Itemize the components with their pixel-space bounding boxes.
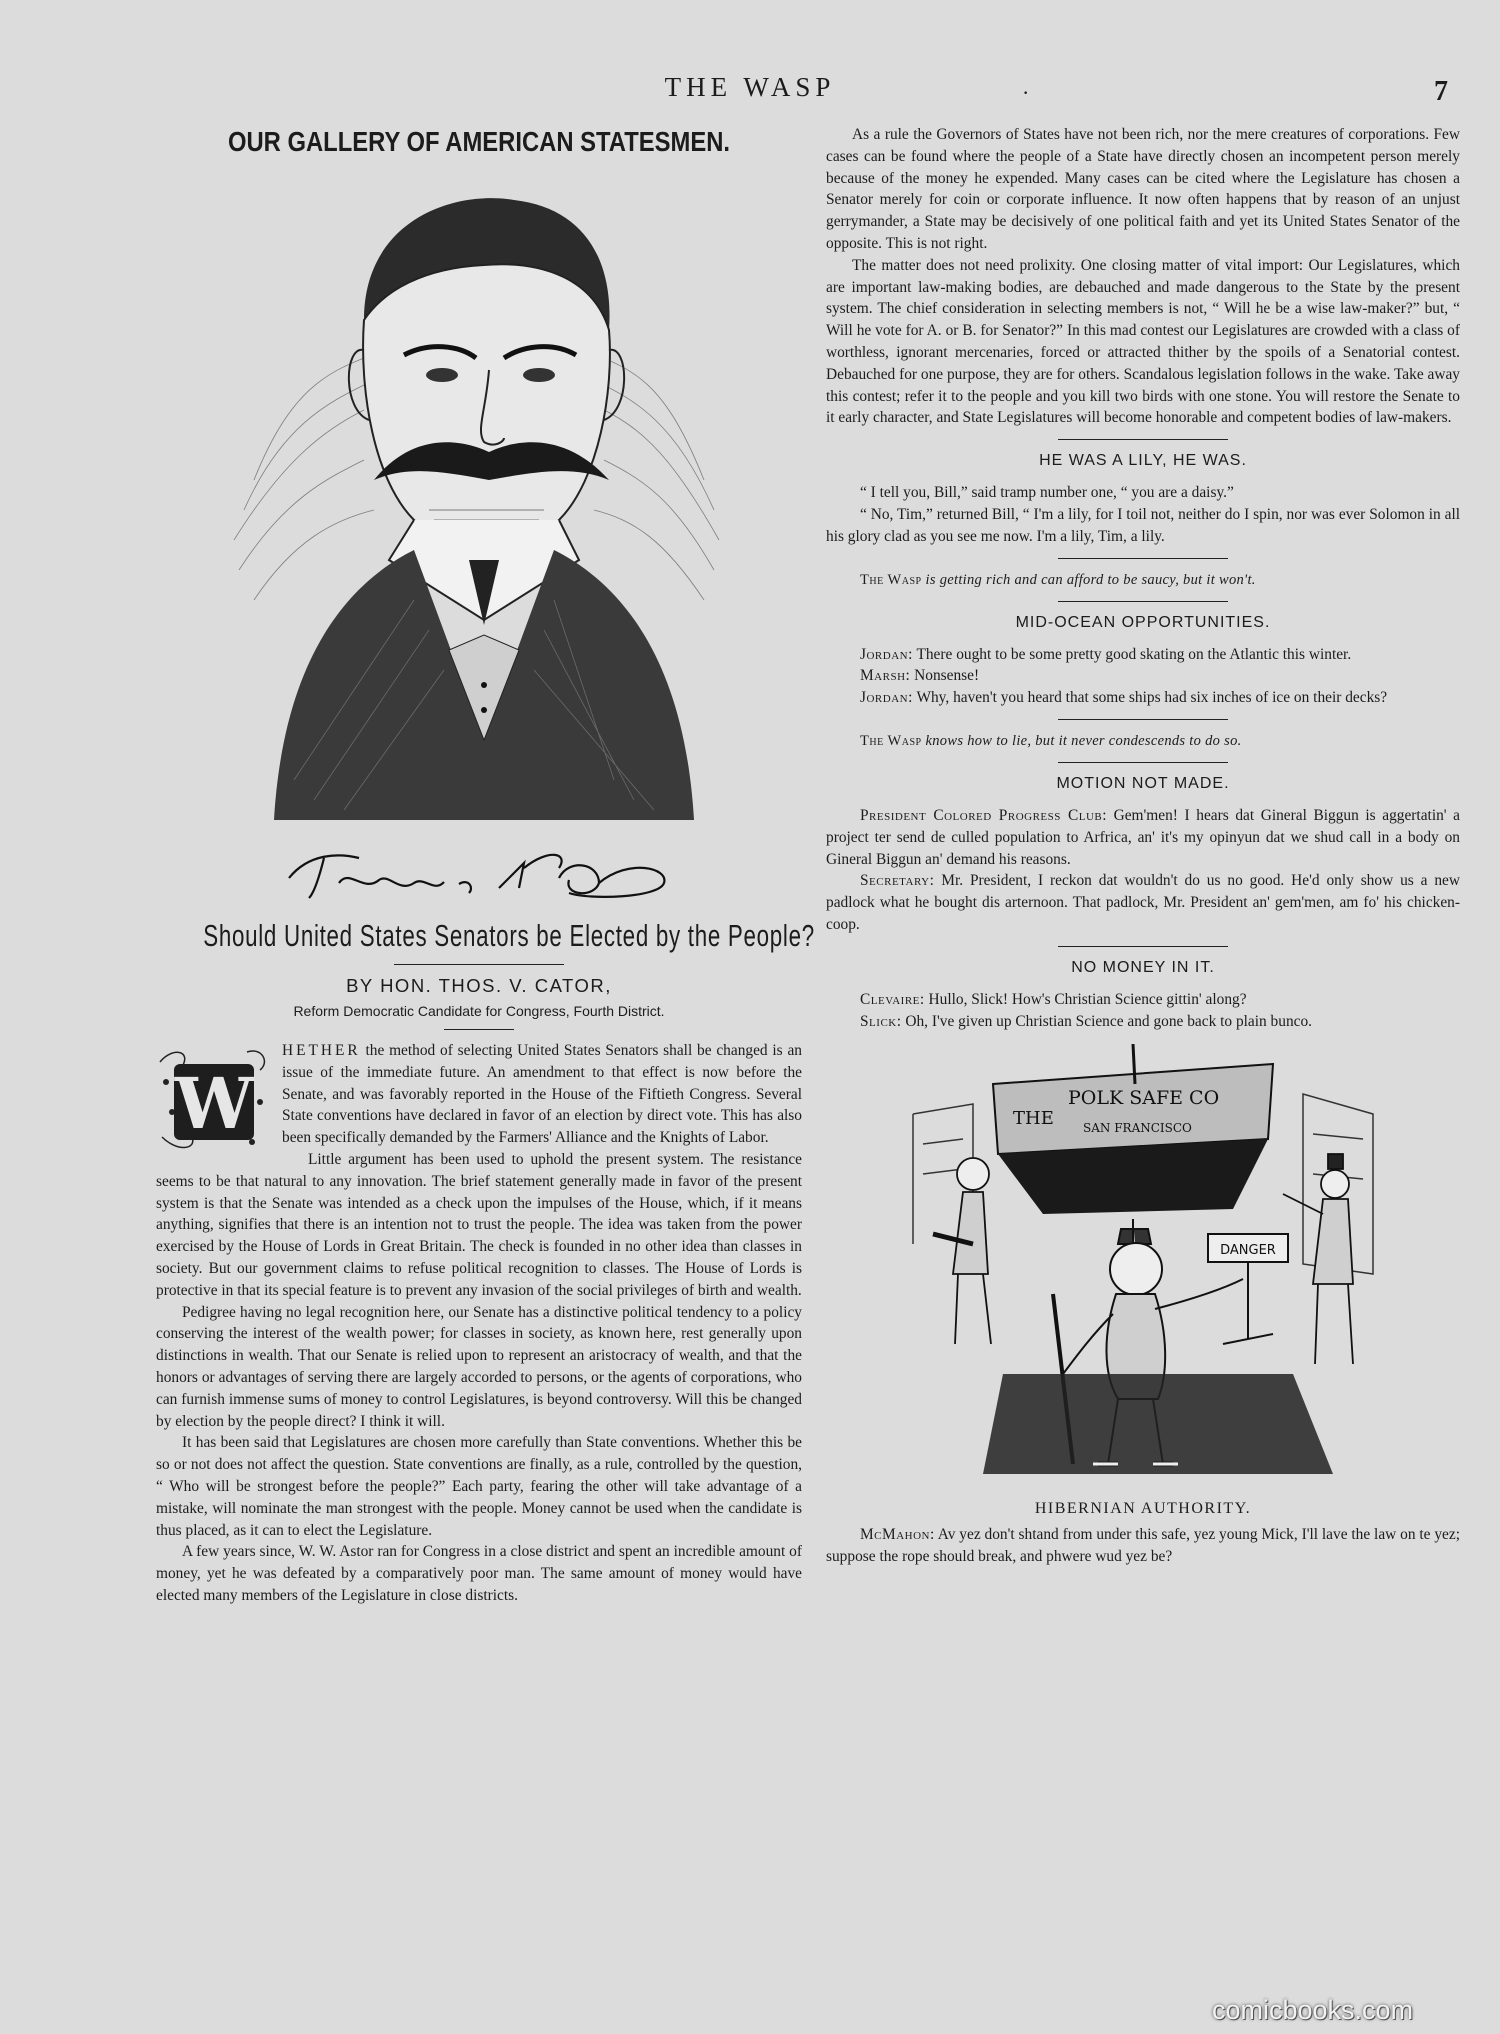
line-text: Gem'men! I hears dat Gineral Biggun is aggertatin' a project ter send de culled population to Arfrica, an' it's my opinyun dat we shud call in a body on Gineral Biggun an' demand his reasons. — [826, 806, 1460, 868]
section-rule — [1058, 439, 1228, 440]
wasp-note-text: is getting rich and can afford to be saucy, but it won't. — [921, 571, 1256, 588]
wasp-name: The Wasp — [860, 732, 922, 749]
section-rule — [1058, 946, 1228, 947]
wasp-name: The Wasp — [860, 571, 922, 588]
gallery-title: OUR GALLERY OF AMERICAN STATESMEN. — [227, 126, 731, 157]
sign-city: SAN FRANCISCO — [1083, 1121, 1192, 1136]
paragraph-2: Little argument has been used to uphold the present system. The resistance seems to be that natural to any innovation. The brief statement generally made in favor of the present system is that the Senate was intended as a check upon the impulses of the House, which, if it means anything, signifies that there is an intention not to trust the people. The idea was taken from the power exercised by the House of Lords in Great Britain. The check is founded in no other idea than classes in society. But our government claims to refuse political recognition to classes. The House of Lords is protective in that its special feature is to prevent any invasion of the social privileges of birth and wealth. — [156, 1150, 802, 1299]
speaker: Marsh: — [860, 667, 911, 685]
line-text: Mr. President, I reckon dat wouldn't do us no good. He'd only show us a new padlock what he bought dis arternoon. That padlock, Mr. President an' gem'men, am fo' his chicken-coop. — [826, 872, 1460, 933]
ocean-heading: MID-OCEAN OPPORTUNITIES. — [1015, 613, 1271, 631]
byline: BY HON. THOS. V. CATOR, — [346, 975, 612, 996]
byline-rule — [444, 1029, 514, 1030]
paragraph-3: Pedigree having no legal recognition here, our Senate has a distinctive political tendency to a policy conserving the interest of the wealth power; for classes in society, as known here, rest generally upon distinctions in wealth. That our Senate is relied upon to represent an aristocracy of wealth, and that the honors or advantages of serving there are largely accorded to persons, or the agents of corporations, who can furnish immense sums of money to control Legislatures, is beyond controversy. Will this be changed by election by the people direct? I think it will. — [156, 1303, 802, 1430]
dialogue-line — [826, 1011, 1460, 1033]
article-body — [156, 1040, 802, 1607]
line-text: Av yez don't shtand from under this safe, yez young Mick, I'll lave the law on te yez; suppose the rope should break, and phwere wud yez be? — [826, 1526, 1460, 1566]
dialogue-line — [826, 870, 1460, 935]
wasp-note-text: knows how to lie, but it never condescends to do so. — [921, 732, 1242, 749]
section-rule — [1058, 558, 1228, 559]
line-text: Hullo, Slick! How's Christian Science gittin' along? — [924, 990, 1247, 1008]
line-text: There ought to be some pretty good skating on the Atlantic this winter. — [912, 645, 1352, 663]
sign-company: POLK SAFE CO — [1068, 1087, 1220, 1110]
section-rule — [1058, 762, 1228, 763]
dialogue-line — [826, 665, 1460, 687]
paragraph-1-text: the method of selecting United States Senators shall be changed is an issue of the immediate future. An amendment to that effect is now before the Senate, and was favorably reported in the House of the Fiftieth Congress. Several State conventions have declared in favor of an election by direct vote. This has also been specifically demanded by the Farmers' Alliance and the Knights of Labor. — [282, 1042, 802, 1147]
dropcap-letter: W — [174, 1062, 254, 1145]
cartoon-caption: HIBERNIAN AUTHORITY. — [1034, 1500, 1252, 1518]
section-rule — [1058, 719, 1228, 720]
header-separator: · — [1022, 80, 1030, 105]
paragraph-5: A few years since, W. W. Astor ran for Congress in a close district and spent an incredible amount of money, yet he was defeated by a comparatively poor man. The same amount of money would have elected many members of the Legislature in close districts. — [156, 1543, 802, 1604]
continued-paragraph-2: The matter does not need prolixity. One closing matter of vital import: Our Legislatures, which are important law-making bodies, are debauched and made dangerous to the State by the present system. The chief consideration in selecting members is not, “ Will he be a wise law-maker?” but, “ Will he vote for A. or B. for Senator?” In this mad contest our Legislatures are crowded with a class of worthless, ignorant mercenaries, forced or attracted thither by the spoils of a Senatorial contest. Debauched for one purpose, they are for others. Scandalous legislation follows in the wake. Take away this contest; refer it to the people and you kill two birds with one stone. You will restore the Senate to it early character, and State Legislatures will become honorable and competent bodies of law-makers. — [826, 256, 1460, 427]
section-rule — [1058, 601, 1228, 602]
left-column — [156, 124, 815, 1607]
signature — [269, 838, 689, 908]
wasp-note-1 — [826, 569, 1460, 591]
line-text: Why, haven't you heard that some ships had six inches of ice on their decks? — [912, 689, 1388, 707]
wasp-note-2 — [826, 730, 1460, 752]
speaker: Clevaire: — [860, 990, 925, 1008]
line-text: Oh, I've given up Christian Science and gone back to plain bunco. — [901, 1012, 1313, 1030]
danger-sign-text: DANGER — [1220, 1243, 1276, 1259]
motion-heading: MOTION NOT MADE. — [1056, 774, 1230, 792]
speaker: President Colored Progress Club: — [860, 806, 1108, 824]
sign-the: THE — [1013, 1108, 1054, 1130]
dialogue-line — [826, 989, 1460, 1011]
author-description: Reform Democratic Candidate for Congress, Fourth District. — [293, 1003, 665, 1019]
line-text: Nonsense! — [910, 667, 980, 685]
watermark: comicbooks.com — [1212, 1995, 1414, 2025]
dialogue-line — [826, 687, 1460, 709]
lily-heading: HE WAS A LILY, HE WAS. — [1039, 452, 1247, 470]
cartoon-illustration — [903, 1044, 1383, 1494]
portrait-engraving — [214, 180, 744, 820]
speaker: Secretary: — [860, 872, 935, 890]
first-word: HETHER — [282, 1042, 361, 1059]
speaker: Slick: — [860, 1012, 902, 1030]
lily-line-1: “ I tell you, Bill,” said tramp number one, “ you are a daisy.” — [860, 484, 1234, 502]
speaker: Jordan: — [860, 689, 913, 707]
page-number: 7 — [1434, 76, 1448, 107]
running-head: THE WASP — [664, 72, 836, 102]
dialogue-line — [826, 644, 1460, 666]
title-rule — [394, 964, 564, 965]
article-title: Should United States Senators be Elected by the People? — [203, 918, 815, 953]
right-column — [826, 124, 1460, 1568]
paragraph-4: It has been said that Legislatures are chosen more carefully than State conventions. Whether this be so or not does not affect the question. State conventions are finally, as a rule, controlled by the question, “ Who will be strongest before the people?” Each party, fearing the other will take advantage of a mistake, will nominate the man strongest with the people. Money cannot be used when the candidate is thus placed, as it can to elect the Legislature. — [156, 1434, 802, 1539]
ornamental-dropcap — [152, 1042, 274, 1160]
speaker: Jordan: — [860, 645, 913, 663]
continued-paragraph-1: As a rule the Governors of States have not been rich, nor the mere creatures of corporations. Few cases can be found where the people of a State have directly chosen an incompetent person merely because of the money he expended. Many cases can be cited where the Legislature has chosen a Senator merely for coin or corporate influence. It now often happens that by reason of an unjust gerrymander, a State may be decisively of one political faith and yet its United States Senator of the opposite. This is not right. — [826, 126, 1460, 252]
cartoon-dialogue — [826, 1524, 1460, 1568]
lily-line-2: “ No, Tim,” returned Bill, “ I'm a lily, for I toil not, neither do I spin, nor was ever Solomon in all his glory clad as you see me now. I'm a lily, Tim, a lily. — [826, 505, 1460, 545]
money-heading: NO MONEY IN IT. — [1071, 958, 1215, 976]
speaker: McMahon: — [860, 1526, 935, 1544]
dialogue-line — [826, 805, 1460, 870]
